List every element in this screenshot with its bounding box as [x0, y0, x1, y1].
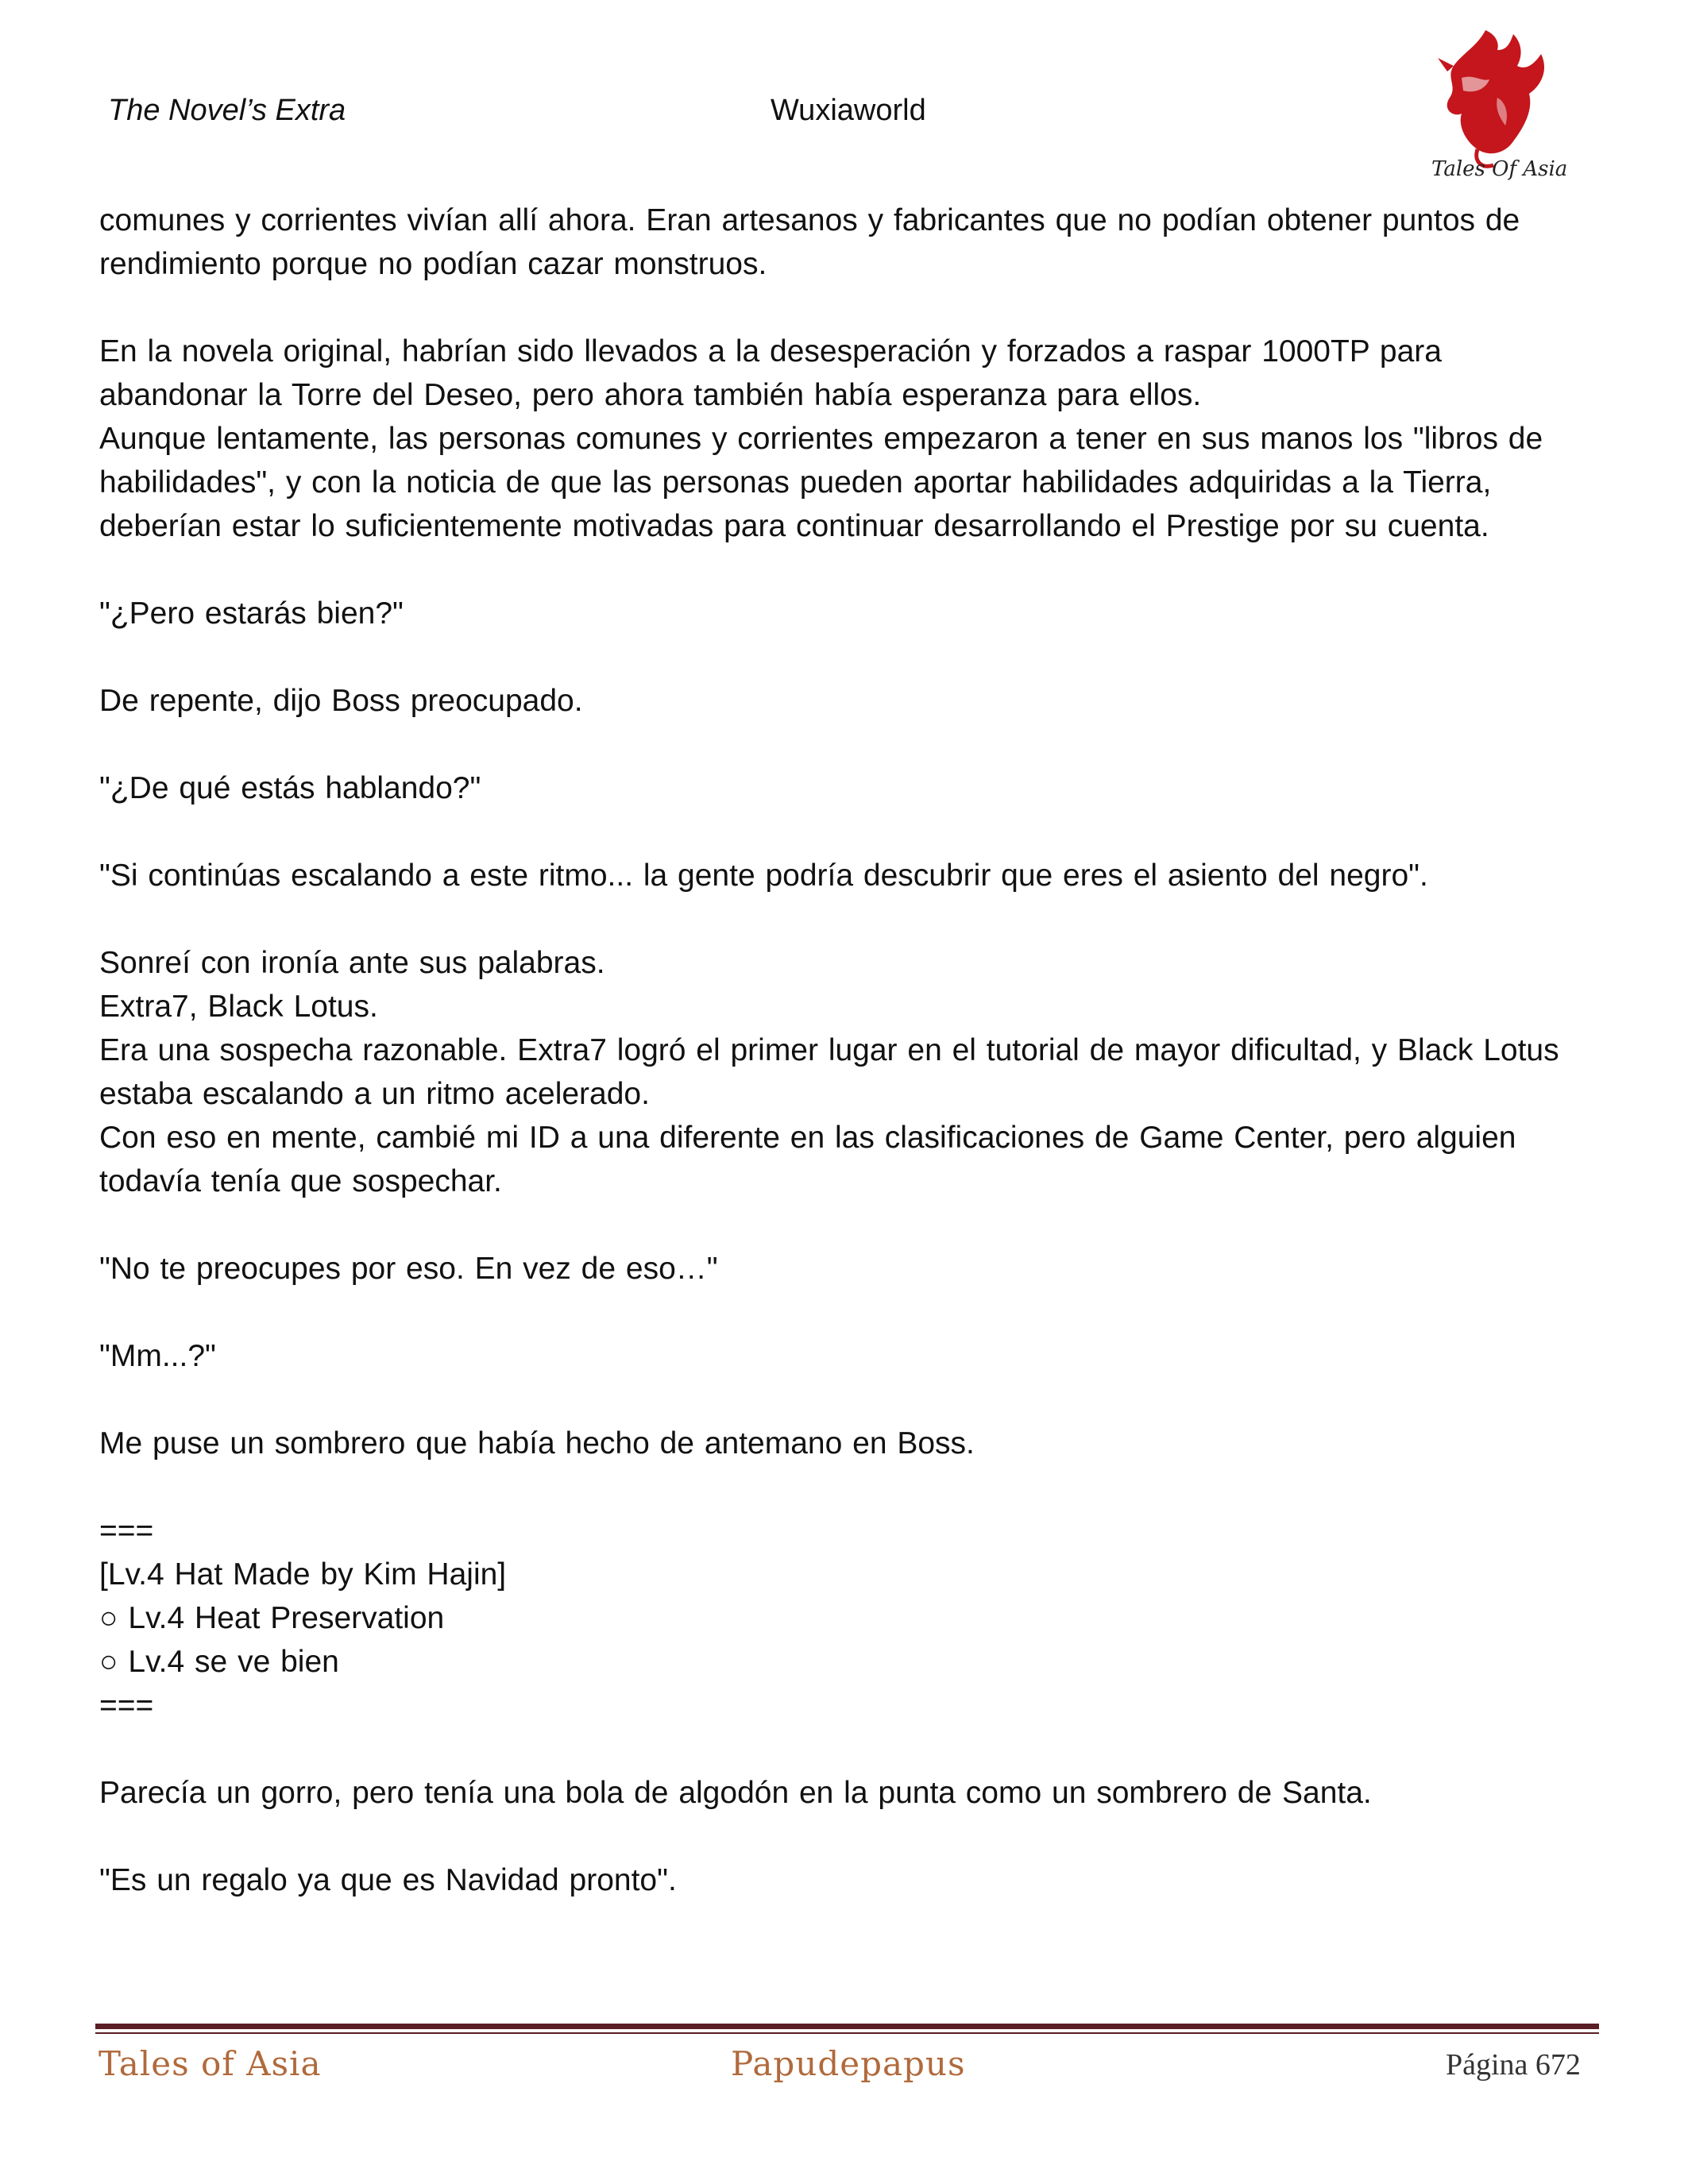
document-body: [99, 199, 1593, 1902]
paragraph: "Es un regalo ya que es Navidad pronto".: [99, 1863, 677, 1897]
paragraph-spacer: [99, 1815, 1593, 1858]
paragraph-spacer: [99, 723, 1593, 766]
paragraph: [Lv.4 Hat Made by Kim Hajin]: [99, 1557, 507, 1592]
paragraph-spacer: [99, 1203, 1593, 1247]
paragraph-spacer: [99, 1378, 1593, 1422]
paragraph: "Si continúas escalando a este ritmo... la gente podría descubrir que eres el asiento del negro".: [99, 859, 1428, 893]
paragraph: Parecía un gorro, pero tenía una bola de algodón en la punta como un sombrero de Santa.: [99, 1776, 1372, 1810]
paragraph: Aunque lentamente, las personas comunes y corrientes empezaron a tener en sus manos los "libros de habilidades", y con la noticia de que las personas pueden aportar habilidades adquiridas a la Tierra, deberían estar lo suficientemente motivadas para continuar desarrollando el Prestige por su cuenta.: [99, 422, 1554, 543]
paragraph-spacer: [99, 897, 1593, 941]
paragraph-spacer: [99, 1727, 1593, 1771]
footer-rule: [95, 2024, 1599, 2029]
paragraph: De repente, dijo Boss preocupado.: [99, 684, 583, 718]
paragraph: Con eso en mente, cambié mi ID a una diferente en las clasificaciones de Game Center, pero alguien todavía tenía que sospechar.: [99, 1121, 1527, 1198]
paragraph: Me puse un sombrero que había hecho de antemano en Boss.: [99, 1426, 975, 1461]
footer-page-number: Página 672: [1446, 2048, 1581, 2082]
paragraph-spacer: [99, 810, 1593, 854]
paragraph: ===: [99, 1688, 154, 1723]
paragraph: ○ Lv.4 Heat Preservation: [99, 1601, 445, 1635]
paragraph-spacer: [99, 1465, 1593, 1509]
footer-translator: Papudepapus: [731, 2044, 966, 2083]
paragraph-spacer: [99, 286, 1593, 330]
paragraph: "¿Pero estarás bien?": [99, 596, 404, 631]
page-header: [0, 0, 1688, 191]
header-novel-title: The Novel’s Extra: [108, 94, 346, 127]
paragraph: En la novela original, habrían sido llevados a la desesperación y forzados a raspar 1000TP para abandonar la Torre del Deseo, pero ahora también había esperanza para ellos.: [99, 334, 1452, 412]
paragraph: Sonreí con ironía ante sus palabras.: [99, 946, 605, 980]
paragraph-spacer: [99, 1291, 1593, 1334]
footer-rule-thin: [95, 2032, 1599, 2034]
paragraph: ○ Lv.4 se ve bien: [99, 1645, 339, 1679]
paragraph-spacer: [99, 548, 1593, 592]
paragraph: "Mm...?": [99, 1339, 216, 1373]
paragraph: "¿De qué estás hablando?": [99, 771, 481, 805]
paragraph-spacer: [99, 635, 1593, 679]
paragraph: ===: [99, 1514, 154, 1548]
paragraph: comunes y corrientes vivían allí ahora. Eran artesanos y fabricantes que no podían obtener puntos de rendimiento porque no podían cazar monstruos.: [99, 203, 1531, 281]
footer-publisher: Tales of Asia: [98, 2044, 322, 2083]
paragraph: Era una sospecha razonable. Extra7 logró el primer lugar en el tutorial de mayor dificultad, y Black Lotus estaba escalando a un ritmo acelerado.: [99, 1033, 1570, 1111]
paragraph: Extra7, Black Lotus.: [99, 990, 378, 1024]
paragraph: "No te preocupes por eso. En vez de eso…": [99, 1252, 718, 1286]
header-site-name: Wuxiaworld: [771, 94, 926, 127]
logo-text: Tales Of Asia: [1431, 157, 1568, 181]
